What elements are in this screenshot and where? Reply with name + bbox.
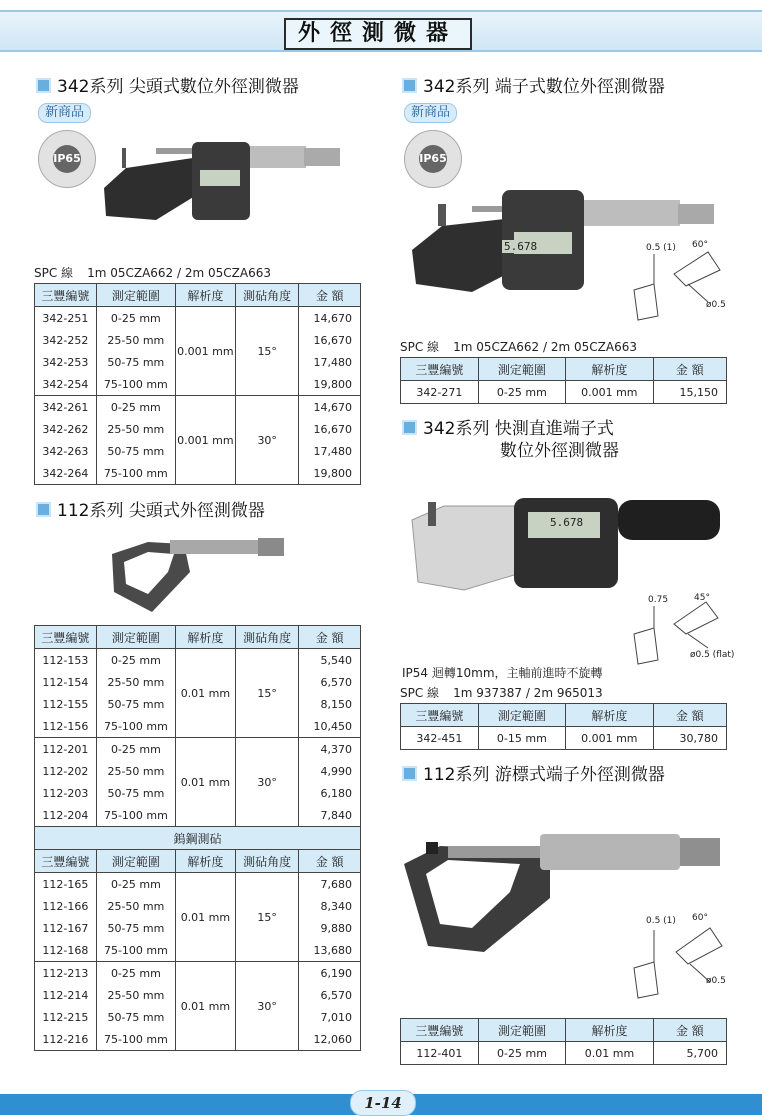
column-header: 三豐編號: [401, 1019, 479, 1042]
column-header: 測砧角度: [235, 284, 299, 307]
table-header-row: [35, 284, 361, 307]
price: 6,190: [299, 962, 361, 985]
section-bullet-icon: [402, 420, 417, 435]
spc-cable-info: [400, 338, 637, 355]
part-number: 112-215: [35, 1006, 97, 1028]
table-header-row: [35, 850, 361, 873]
ip65-label: IP65: [53, 145, 81, 173]
section-342-quickmike-head: [402, 414, 614, 438]
measuring-range: 25-50 mm: [96, 671, 175, 693]
part-number: 112-216: [35, 1028, 97, 1051]
spec-table-112-pointed: [34, 625, 361, 1051]
part-number: 112-153: [35, 649, 97, 672]
part-number: 112-168: [35, 939, 97, 962]
measuring-range: 0-25 mm: [96, 396, 175, 419]
price: 9,880: [299, 917, 361, 939]
price: 16,670: [299, 418, 361, 440]
tip-dim-width: 0.75: [648, 595, 669, 605]
spc-cable-label: SPC 線: [400, 686, 440, 700]
measuring-range: 25-50 mm: [96, 329, 175, 351]
table-row: [35, 396, 361, 419]
price: 17,480: [299, 440, 361, 462]
section-title: 342系列 端子式數位外徑測微器: [423, 77, 665, 97]
column-header: 三豐編號: [35, 284, 97, 307]
part-number: 342-451: [401, 727, 479, 750]
part-number: 342-264: [35, 462, 97, 485]
section-342-pointed-head: [36, 72, 299, 96]
measuring-range: 50-75 mm: [96, 693, 175, 715]
lcd-display: 5.678: [504, 240, 538, 253]
column-header: 金 額: [299, 850, 361, 873]
section-title: 112系列 游標式端子外徑測微器: [423, 765, 665, 785]
coolant-proof-seal: [38, 130, 96, 188]
tip-dim-angle: 45°: [694, 593, 710, 603]
column-header: 解析度: [566, 358, 654, 381]
resolution: 0.01 mm: [175, 649, 235, 738]
column-header: 測定範圍: [96, 850, 175, 873]
part-number: 112-166: [35, 895, 97, 917]
column-header: 測定範圍: [478, 704, 565, 727]
table-row: [35, 962, 361, 985]
table-header-row: [401, 704, 727, 727]
resolution: 0.01 mm: [566, 1042, 654, 1065]
measuring-range: 0-15 mm: [478, 727, 565, 750]
ip65-label: IP65: [419, 145, 447, 173]
price: 15,150: [653, 381, 726, 404]
part-number: 112-154: [35, 671, 97, 693]
measuring-range: 25-50 mm: [96, 984, 175, 1006]
tip-dim-width: 0.5 (1): [646, 916, 676, 926]
spc-cable-label: SPC 線: [34, 266, 74, 280]
spc-cable-info: [400, 684, 603, 701]
column-header: 金 額: [653, 358, 726, 381]
spc-cable-info: [34, 264, 271, 281]
section-bullet-icon: [36, 78, 51, 93]
tip-diagram-112-vernier: [624, 912, 734, 1000]
measuring-range: 75-100 mm: [96, 939, 175, 962]
section-subtitle: 數位外徑測微器: [500, 441, 619, 461]
resolution: 0.01 mm: [175, 962, 235, 1051]
price: 5,540: [299, 649, 361, 672]
spec-table-342-pointed: [34, 283, 361, 485]
measuring-range: 0-25 mm: [96, 649, 175, 672]
anvil-angle: 30°: [235, 962, 299, 1051]
measuring-range: 25-50 mm: [96, 760, 175, 782]
measuring-range: 75-100 mm: [96, 715, 175, 738]
spc-cable-value: 1m 05CZA662 / 2m 05CZA663: [87, 266, 271, 280]
section-title: 342系列 尖頭式數位外徑測微器: [57, 77, 299, 97]
measuring-range: 75-100 mm: [96, 373, 175, 396]
part-number: 342-261: [35, 396, 97, 419]
table-header-row: [401, 1019, 727, 1042]
section-title: 112系列 尖頭式外徑測微器: [57, 501, 265, 521]
part-number: 112-156: [35, 715, 97, 738]
new-product-badge: 新商品: [38, 103, 91, 123]
part-number: 112-202: [35, 760, 97, 782]
section-112-vernier-head: [402, 760, 665, 784]
measuring-range: 0-25 mm: [96, 962, 175, 985]
part-number: 112-203: [35, 782, 97, 804]
section-bullet-icon: [36, 502, 51, 517]
table-row: [35, 738, 361, 761]
table-caption-row: [35, 827, 361, 850]
spec-table-342-quickmike: [400, 703, 727, 750]
measuring-range: 0-25 mm: [96, 307, 175, 330]
page-number: 1-14: [350, 1090, 416, 1116]
spc-cable-value: 1m 937387 / 2m 965013: [453, 686, 603, 700]
measuring-range: 50-75 mm: [96, 1006, 175, 1028]
column-header: 解析度: [175, 850, 235, 873]
measuring-range: 50-75 mm: [96, 351, 175, 373]
column-header: 解析度: [566, 1019, 654, 1042]
column-header: 測定範圍: [478, 1019, 565, 1042]
column-header: 金 額: [653, 704, 726, 727]
anvil-angle: 30°: [235, 396, 299, 485]
column-header: 測定範圍: [96, 626, 175, 649]
tip-dim-diameter: ø0.5 (flat): [690, 650, 735, 660]
anvil-angle: 30°: [235, 738, 299, 827]
column-header: 三豐編號: [401, 358, 479, 381]
spc-cable-label: SPC 線: [400, 340, 440, 354]
part-number: 112-155: [35, 693, 97, 715]
part-number: 112-401: [401, 1042, 479, 1065]
column-header: 測定範圍: [478, 358, 565, 381]
part-number: 112-165: [35, 873, 97, 896]
measuring-range: 0-25 mm: [478, 1042, 565, 1065]
price: 19,800: [299, 373, 361, 396]
measuring-range: 50-75 mm: [96, 440, 175, 462]
anvil-angle: 15°: [235, 649, 299, 738]
price: 13,680: [299, 939, 361, 962]
price: 6,570: [299, 671, 361, 693]
resolution: 0.01 mm: [175, 738, 235, 827]
measuring-range: 25-50 mm: [96, 418, 175, 440]
new-product-badge: 新商品: [404, 103, 457, 123]
column-header: 解析度: [175, 626, 235, 649]
price: 7,840: [299, 804, 361, 827]
price: 30,780: [653, 727, 726, 750]
price: 17,480: [299, 351, 361, 373]
price: 7,010: [299, 1006, 361, 1028]
measuring-range: 75-100 mm: [96, 804, 175, 827]
spec-table-112-vernier: [400, 1018, 727, 1065]
measuring-range: 25-50 mm: [96, 895, 175, 917]
price: 19,800: [299, 462, 361, 485]
part-number: 112-167: [35, 917, 97, 939]
part-number: 342-251: [35, 307, 97, 330]
part-number: 112-214: [35, 984, 97, 1006]
column-header: 測定範圍: [96, 284, 175, 307]
table-row: [401, 1042, 727, 1065]
price: 5,700: [653, 1042, 726, 1065]
tip-dim-diameter: ø0.5: [706, 976, 726, 986]
measuring-range: 0-25 mm: [96, 738, 175, 761]
part-number: 112-201: [35, 738, 97, 761]
table-header-row: [401, 358, 727, 381]
table-row: [401, 381, 727, 404]
tungsten-anvil-caption: 鎢鋼測砧: [35, 827, 361, 850]
column-header: 測砧角度: [235, 626, 299, 649]
tip-dim-width: 0.5 (1): [646, 243, 676, 253]
price: 16,670: [299, 329, 361, 351]
column-header: 金 額: [299, 626, 361, 649]
section-342-blade-head: [402, 72, 665, 96]
measuring-range: 50-75 mm: [96, 917, 175, 939]
measuring-range: 75-100 mm: [96, 1028, 175, 1051]
price: 6,570: [299, 984, 361, 1006]
tip-dim-angle: 60°: [692, 240, 708, 250]
table-header-row: [35, 626, 361, 649]
table-row: [401, 727, 727, 750]
anvil-angle: 15°: [235, 873, 299, 962]
tip-dim-diameter: ø0.5: [706, 300, 726, 310]
price: 8,150: [299, 693, 361, 715]
price: 14,670: [299, 307, 361, 330]
column-header: 三豐編號: [401, 704, 479, 727]
part-number: 342-254: [35, 373, 97, 396]
measuring-range: 0-25 mm: [478, 381, 565, 404]
measuring-range: 75-100 mm: [96, 462, 175, 485]
spec-table-342-blade: [400, 357, 727, 404]
table-row: [35, 873, 361, 896]
price: 10,450: [299, 715, 361, 738]
resolution: 0.001 mm: [566, 381, 654, 404]
resolution: 0.001 mm: [175, 307, 235, 396]
page-title: 外徑測微器: [284, 18, 472, 50]
resolution: 0.01 mm: [175, 873, 235, 962]
table-row: [35, 307, 361, 330]
part-number: 342-262: [35, 418, 97, 440]
column-header: 解析度: [566, 704, 654, 727]
column-header: 金 額: [299, 284, 361, 307]
section-title: 342系列 快測直進端子式: [423, 419, 614, 439]
column-header: 解析度: [175, 284, 235, 307]
price: 12,060: [299, 1028, 361, 1051]
part-number: 342-253: [35, 351, 97, 373]
resolution: 0.001 mm: [175, 396, 235, 485]
table-row: [35, 649, 361, 672]
price: 14,670: [299, 396, 361, 419]
part-number: 342-252: [35, 329, 97, 351]
spc-cable-value: 1m 05CZA662 / 2m 05CZA663: [453, 340, 637, 354]
micrometer-112-photo: [108, 532, 288, 618]
part-number: 342-263: [35, 440, 97, 462]
price: 7,680: [299, 873, 361, 896]
tip-dim-angle: 60°: [692, 913, 708, 923]
lcd-display: 5.678: [550, 516, 584, 529]
measuring-range: 0-25 mm: [96, 873, 175, 896]
resolution: 0.001 mm: [566, 727, 654, 750]
section-bullet-icon: [402, 78, 417, 93]
part-number: 342-271: [401, 381, 479, 404]
anvil-angle: 15°: [235, 307, 299, 396]
price: 4,990: [299, 760, 361, 782]
part-number: 112-204: [35, 804, 97, 827]
column-header: 三豐編號: [35, 626, 97, 649]
price: 8,340: [299, 895, 361, 917]
price: 6,180: [299, 782, 361, 804]
column-header: 金 額: [653, 1019, 726, 1042]
digital-micrometer-pointed-photo: [96, 128, 346, 230]
price: 4,370: [299, 738, 361, 761]
quickmike-micrometer-photo: [404, 492, 724, 596]
feature-note: IP54 迴轉10mm，主軸前進時不旋轉: [402, 666, 603, 680]
part-number: 112-213: [35, 962, 97, 985]
section-bullet-icon: [402, 766, 417, 781]
column-header: 三豐編號: [35, 850, 97, 873]
column-header: 測砧角度: [235, 850, 299, 873]
section-112-pointed-head: [36, 496, 265, 520]
measuring-range: 50-75 mm: [96, 782, 175, 804]
